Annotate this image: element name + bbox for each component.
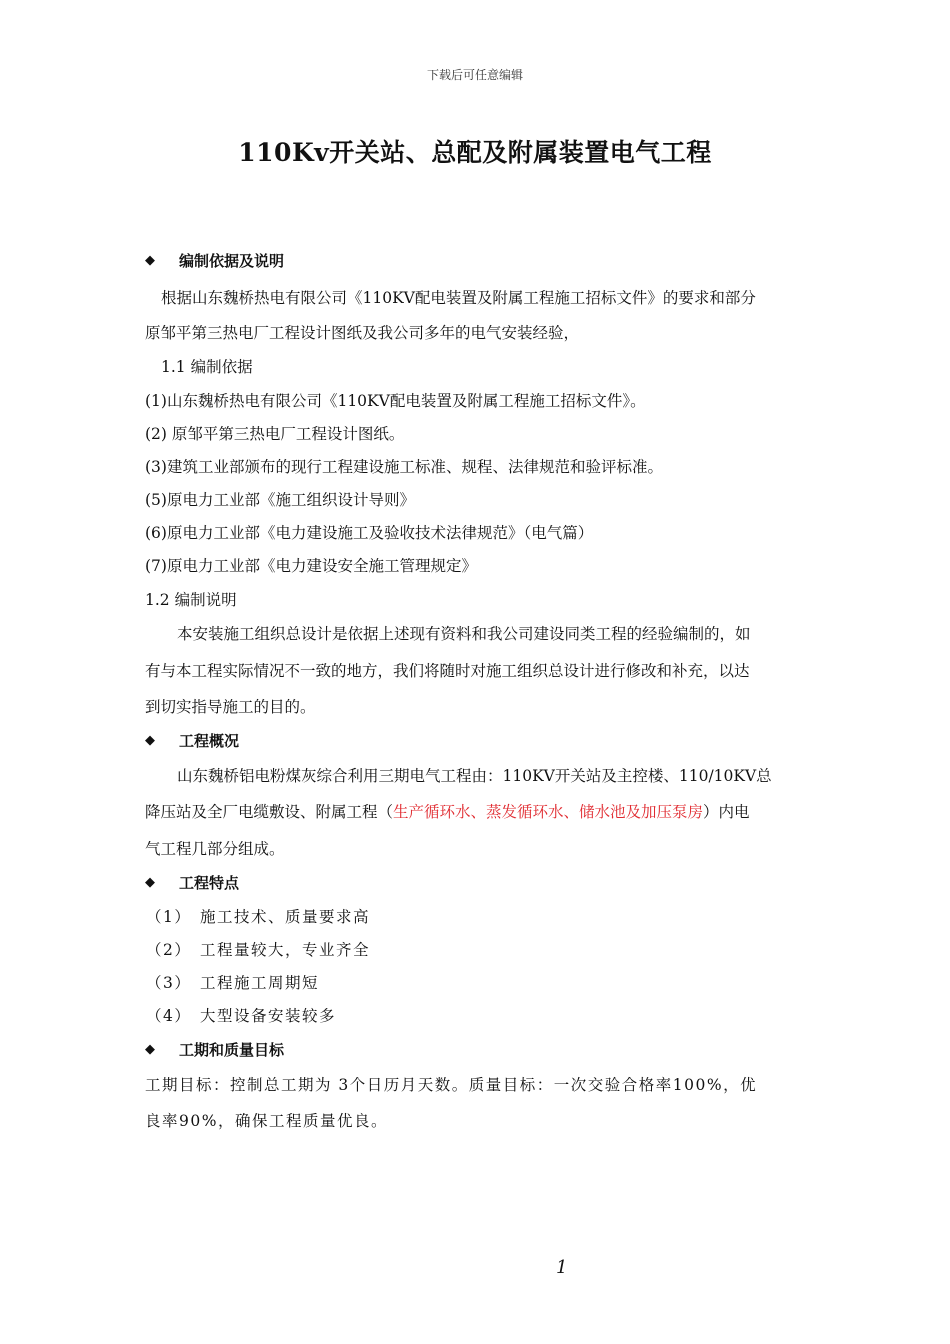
list-item: (3)建筑工业部颁布的现行工程建设施工标准、规程、法律规范和验评标准。 bbox=[145, 458, 663, 476]
paragraph-line: 有与本工程实际情况不一致的地方，我们将随时对施工组织总设计进行修改和补充，以达 bbox=[145, 662, 750, 680]
list-item: 工程施工周期短 bbox=[200, 974, 320, 992]
diamond-bullet-icon: ◆ bbox=[145, 875, 155, 890]
paragraph-line: 根据山东魏桥热电有限公司《110KV配电装置及附属工程施工招标文件》的要求和部分 bbox=[161, 289, 756, 307]
list-item: (2) 原邹平第三热电厂工程设计图纸。 bbox=[145, 425, 405, 443]
list-item: (6)原电力工业部《电力建设施工及验收技术法律规范》（电气篇） bbox=[145, 524, 594, 542]
list-item: 工程量较大，专业齐全 bbox=[200, 941, 371, 959]
section-heading: 工期和质量目标 bbox=[179, 1041, 285, 1059]
diamond-bullet-icon: ◆ bbox=[145, 253, 155, 268]
section-heading: 工程特点 bbox=[179, 874, 240, 892]
list-item: (7)原电力工业部《电力建设安全施工管理规定》 bbox=[145, 557, 477, 575]
page-number: 1 bbox=[556, 1257, 568, 1278]
paragraph-line: 良率90%，确保工程质量优良。 bbox=[145, 1112, 388, 1130]
paragraph-line: 工期目标：控制总工期为 3个日历月天数。质量目标：一次交验合格率100%，优 bbox=[145, 1076, 758, 1094]
list-item-number: （3） bbox=[146, 974, 192, 992]
list-item-number: （2） bbox=[146, 941, 192, 959]
list-item: (1)山东魏桥热电有限公司《110KV配电装置及附属工程施工招标文件》。 bbox=[145, 392, 646, 410]
paragraph-line bbox=[145, 802, 750, 822]
page-header: 下载后可任意编辑 bbox=[426, 68, 523, 82]
paragraph-line: 到切实指导施工的目的。 bbox=[145, 698, 316, 716]
subsection-heading: 1.2 编制说明 bbox=[145, 591, 237, 609]
paragraph-line: 原邹平第三热电厂工程设计图纸及我公司多年的电气安装经验， bbox=[145, 324, 580, 342]
section-heading: 工程概况 bbox=[179, 732, 240, 750]
document-title: 110Kv开关站、总配及附属装置电气工程 bbox=[238, 138, 712, 167]
subsection-heading: 1.1 编制依据 bbox=[161, 358, 253, 376]
section-heading: 编制依据及说明 bbox=[179, 252, 285, 270]
diamond-bullet-icon: ◆ bbox=[145, 1042, 155, 1057]
list-item: 大型设备安装较多 bbox=[200, 1007, 337, 1025]
list-item: 施工技术、质量要求高 bbox=[200, 908, 371, 926]
paragraph-line: 山东魏桥铝电粉煤灰综合利用三期电气工程由：110KV开关站及主控楼、110/10KV总 bbox=[177, 767, 772, 785]
list-item-number: （1） bbox=[146, 908, 192, 926]
highlighted-text: 生产循环水、蒸发循环水、储水池及加压泵房 bbox=[393, 803, 704, 821]
text-run: ）内电 bbox=[703, 803, 750, 821]
list-item: (5)原电力工业部《施工组织设计导则》 bbox=[145, 491, 415, 509]
list-item-number: （4） bbox=[146, 1007, 192, 1025]
diamond-bullet-icon: ◆ bbox=[145, 733, 155, 748]
paragraph-line: 本安装施工组织总设计是依据上述现有资料和我公司建设同类工程的经验编制的，如 bbox=[177, 625, 751, 643]
paragraph-line: 气工程几部分组成。 bbox=[145, 840, 285, 858]
text-run: 降压站及全厂电缆敷设、附属工程（ bbox=[145, 803, 394, 821]
